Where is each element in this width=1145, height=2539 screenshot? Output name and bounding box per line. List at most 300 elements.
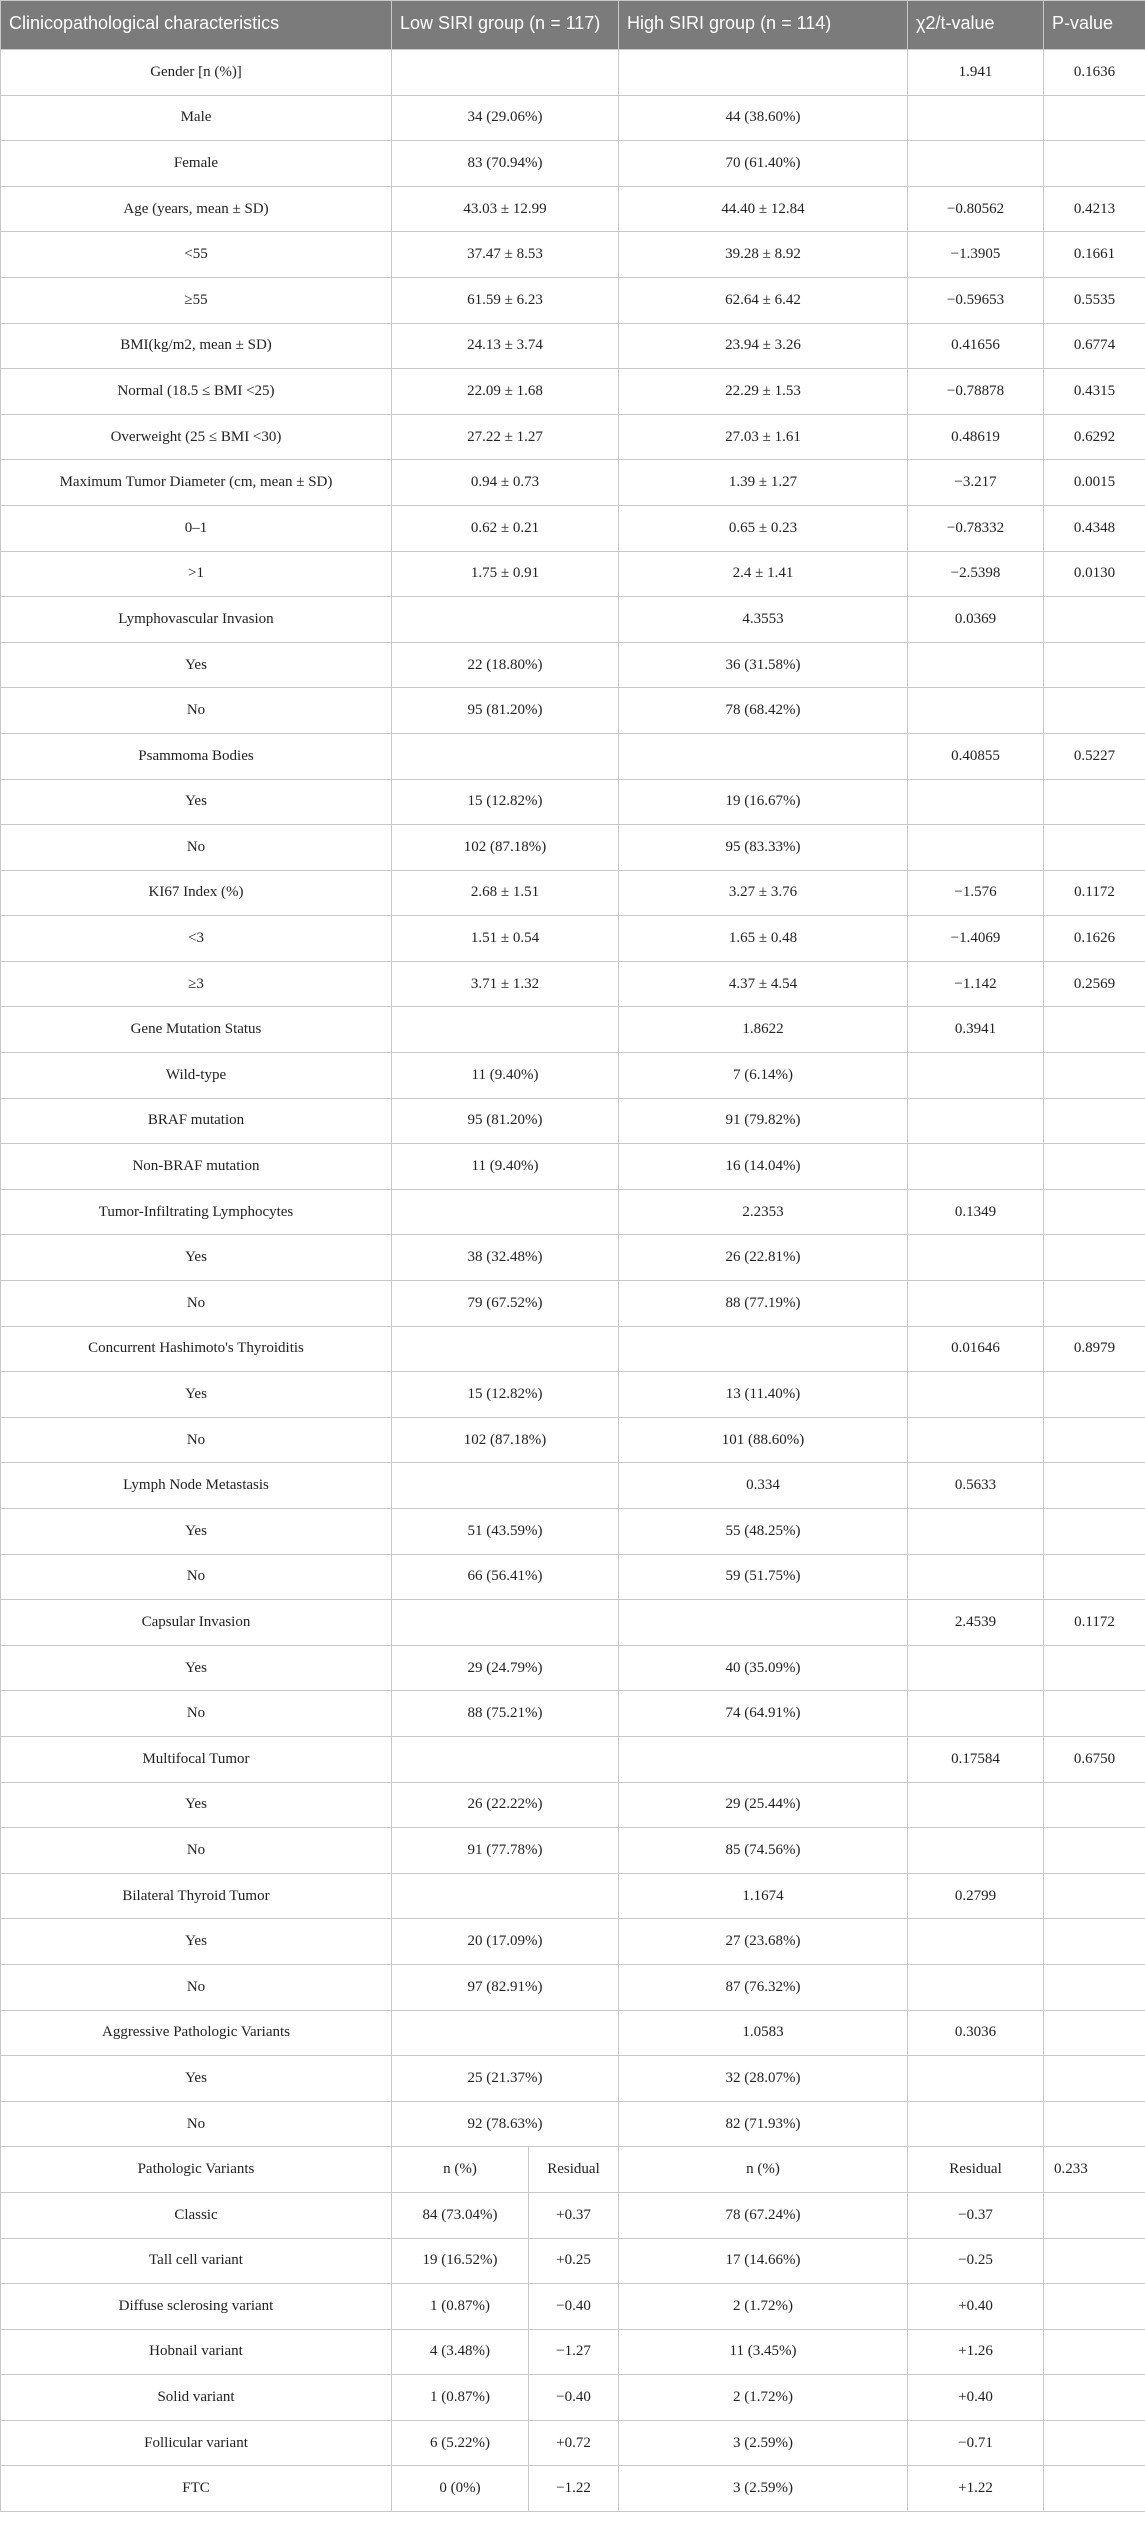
low-siri-cell: 1.75 ± 0.91 (392, 551, 619, 597)
statistic-cell: −3.217 (908, 460, 1044, 506)
p-value-cell: 0.1626 (1044, 916, 1145, 962)
high-siri-cell: 1.39 ± 1.27 (619, 460, 908, 506)
high-siri-residual-cell: +1.22 (908, 2466, 1044, 2512)
variant-cell: Follicular variant (1, 2420, 392, 2466)
table-row (1, 1144, 1145, 1190)
p-value-cell (1044, 1463, 1145, 1509)
p-value-cell (1044, 1007, 1145, 1053)
p-value-cell (1044, 1964, 1145, 2010)
characteristic-cell: Maximum Tumor Diameter (cm, mean ± SD) (1, 460, 392, 506)
low-siri-n-cell: n (%) (392, 2147, 529, 2193)
low-siri-cell: 27.22 ± 1.27 (392, 414, 619, 460)
characteristic-cell: Non-BRAF mutation (1, 1144, 392, 1190)
characteristic-cell: Aggressive Pathologic Variants (1, 2010, 392, 2056)
high-siri-cell: 1.65 ± 0.48 (619, 916, 908, 962)
variant-row (1, 2375, 1145, 2421)
high-siri-cell (619, 1600, 908, 1646)
variant-row (1, 2329, 1145, 2375)
low-siri-cell (392, 1189, 619, 1235)
high-siri-residual-cell: +0.40 (908, 2284, 1044, 2330)
table-row (1, 779, 1145, 825)
p-value-cell (1044, 1189, 1145, 1235)
statistic-cell (908, 1828, 1044, 1874)
table-row (1, 642, 1145, 688)
p-value-cell (1044, 642, 1145, 688)
high-siri-residual-cell: +1.26 (908, 2329, 1044, 2375)
characteristic-cell: >1 (1, 551, 392, 597)
table-row (1, 414, 1145, 460)
p-value-cell (1044, 2010, 1145, 2056)
p-value-cell (1044, 1098, 1145, 1144)
p-value-cell (1044, 1417, 1145, 1463)
high-siri-n-cell: 11 (3.45%) (619, 2329, 908, 2375)
table-row (1, 369, 1145, 415)
p-value-cell: 0.1172 (1044, 870, 1145, 916)
variant-row (1, 2238, 1145, 2284)
statistic-cell: 0.1349 (908, 1189, 1044, 1235)
characteristic-cell: Yes (1, 1919, 392, 1965)
high-siri-cell: 7 (6.14%) (619, 1053, 908, 1099)
statistic-cell (908, 1098, 1044, 1144)
variant-cell: Solid variant (1, 2375, 392, 2421)
low-siri-cell (392, 2010, 619, 2056)
p-value-cell: 0.6774 (1044, 323, 1145, 369)
table-row (1, 460, 1145, 506)
low-siri-cell: 92 (78.63%) (392, 2101, 619, 2147)
table-row (1, 2101, 1145, 2147)
header-characteristics: Clinicopathological characteristics (1, 1, 392, 50)
statistic-cell: −0.78332 (908, 505, 1044, 551)
low-siri-cell: 15 (12.82%) (392, 1372, 619, 1418)
characteristic-cell: 0–1 (1, 505, 392, 551)
p-value-cell: 0.6750 (1044, 1736, 1145, 1782)
variant-row (1, 2147, 1145, 2193)
p-value-cell (1044, 1281, 1145, 1327)
high-siri-cell: 27.03 ± 1.61 (619, 414, 908, 460)
high-siri-cell: 16 (14.04%) (619, 1144, 908, 1190)
high-siri-cell: 0.65 ± 0.23 (619, 505, 908, 551)
low-siri-cell: 11 (9.40%) (392, 1144, 619, 1190)
statistic-cell (908, 779, 1044, 825)
table-row (1, 961, 1145, 1007)
characteristic-cell: No (1, 825, 392, 871)
statistic-cell (908, 1053, 1044, 1099)
p-value-cell: 0.0015 (1044, 460, 1145, 506)
low-siri-cell: 0.94 ± 0.73 (392, 460, 619, 506)
characteristic-cell: BRAF mutation (1, 1098, 392, 1144)
variant-cell: Pathologic Variants (1, 2147, 392, 2193)
high-siri-n-cell: 3 (2.59%) (619, 2466, 908, 2512)
statistic-cell: 0.3941 (908, 1007, 1044, 1053)
p-value-cell (1044, 597, 1145, 643)
header-high-siri: High SIRI group (n = 114) (619, 1, 908, 50)
table-row (1, 277, 1145, 323)
high-siri-residual-cell: −0.71 (908, 2420, 1044, 2466)
variant-cell: FTC (1, 2466, 392, 2512)
p-value-cell: 0.233 (1044, 2147, 1145, 2193)
p-value-cell (1044, 1509, 1145, 1555)
p-value-cell (1044, 688, 1145, 734)
characteristic-cell: Bilateral Thyroid Tumor (1, 1873, 392, 1919)
characteristic-cell: Yes (1, 779, 392, 825)
statistic-cell (908, 1645, 1044, 1691)
low-siri-cell: 24.13 ± 3.74 (392, 323, 619, 369)
statistic-cell (908, 1782, 1044, 1828)
high-siri-residual-cell: +0.40 (908, 2375, 1044, 2421)
low-siri-residual-cell: −1.27 (529, 2329, 619, 2375)
low-siri-cell: 51 (43.59%) (392, 1509, 619, 1555)
characteristic-cell: ≥3 (1, 961, 392, 1007)
high-siri-cell: 22.29 ± 1.53 (619, 369, 908, 415)
table-row (1, 1645, 1145, 1691)
statistic-cell (908, 1372, 1044, 1418)
table-row (1, 2010, 1145, 2056)
table-row (1, 916, 1145, 962)
table-row (1, 597, 1145, 643)
low-siri-cell: 91 (77.78%) (392, 1828, 619, 1874)
statistic-cell: 0.48619 (908, 414, 1044, 460)
high-siri-cell: 87 (76.32%) (619, 1964, 908, 2010)
statistic-cell (908, 2101, 1044, 2147)
low-siri-cell: 2.68 ± 1.51 (392, 870, 619, 916)
p-value-cell (1044, 1919, 1145, 1965)
p-value-cell: 0.4348 (1044, 505, 1145, 551)
characteristic-cell: Overweight (25 ≤ BMI <30) (1, 414, 392, 460)
statistic-cell (908, 95, 1044, 141)
low-siri-n-cell: 0 (0%) (392, 2466, 529, 2512)
p-value-cell (1044, 2466, 1145, 2512)
p-value-cell (1044, 1782, 1145, 1828)
low-siri-cell: 25 (21.37%) (392, 2056, 619, 2102)
high-siri-cell: 19 (16.67%) (619, 779, 908, 825)
variant-cell: Hobnail variant (1, 2329, 392, 2375)
high-siri-cell: 29 (25.44%) (619, 1782, 908, 1828)
table-row (1, 1600, 1145, 1646)
high-siri-cell: 85 (74.56%) (619, 1828, 908, 1874)
statistic-cell: 0.2799 (908, 1873, 1044, 1919)
high-siri-cell: 44.40 ± 12.84 (619, 186, 908, 232)
low-siri-cell (392, 1600, 619, 1646)
high-siri-cell: 74 (64.91%) (619, 1691, 908, 1737)
high-siri-cell: 39.28 ± 8.92 (619, 232, 908, 278)
table-row (1, 1372, 1145, 1418)
high-siri-n-cell: n (%) (619, 2147, 908, 2193)
characteristic-cell: No (1, 1691, 392, 1737)
statistic-cell (908, 688, 1044, 734)
table-row (1, 1554, 1145, 1600)
table-row (1, 1964, 1145, 2010)
characteristic-cell: Yes (1, 1645, 392, 1691)
characteristic-cell: Yes (1, 1509, 392, 1555)
characteristic-cell: BMI(kg/m2, mean ± SD) (1, 323, 392, 369)
low-siri-n-cell: 84 (73.04%) (392, 2192, 529, 2238)
high-siri-n-cell: 2 (1.72%) (619, 2284, 908, 2330)
characteristic-cell: Male (1, 95, 392, 141)
table-row (1, 1326, 1145, 1372)
characteristic-cell: <55 (1, 232, 392, 278)
low-siri-n-cell: 19 (16.52%) (392, 2238, 529, 2284)
table-row (1, 1417, 1145, 1463)
characteristic-cell: Lymphovascular Invasion (1, 597, 392, 643)
characteristic-cell: Multifocal Tumor (1, 1736, 392, 1782)
high-siri-cell: 88 (77.19%) (619, 1281, 908, 1327)
table-row (1, 1189, 1145, 1235)
low-siri-cell: 37.47 ± 8.53 (392, 232, 619, 278)
header-p-value: P-value (1044, 1, 1145, 50)
low-siri-cell: 0.62 ± 0.21 (392, 505, 619, 551)
high-siri-cell: 82 (71.93%) (619, 2101, 908, 2147)
high-siri-cell: 1.8622 (619, 1007, 908, 1053)
p-value-cell: 0.5227 (1044, 733, 1145, 779)
low-siri-residual-cell: +0.25 (529, 2238, 619, 2284)
table-row (1, 232, 1145, 278)
characteristic-cell: Yes (1, 2056, 392, 2102)
low-siri-residual-cell: −0.40 (529, 2375, 619, 2421)
statistic-cell: −1.142 (908, 961, 1044, 1007)
statistic-cell: 0.0369 (908, 597, 1044, 643)
p-value-cell: 0.4213 (1044, 186, 1145, 232)
high-siri-cell: 0.334 (619, 1463, 908, 1509)
table-row (1, 1828, 1145, 1874)
low-siri-cell (392, 1873, 619, 1919)
low-siri-cell: 83 (70.94%) (392, 141, 619, 187)
high-siri-cell: 2.2353 (619, 1189, 908, 1235)
p-value-cell (1044, 2192, 1145, 2238)
characteristic-cell: <3 (1, 916, 392, 962)
statistic-cell (908, 1509, 1044, 1555)
high-siri-cell: 26 (22.81%) (619, 1235, 908, 1281)
variant-row (1, 2466, 1145, 2512)
p-value-cell (1044, 1372, 1145, 1418)
p-value-cell (1044, 1053, 1145, 1099)
low-siri-cell: 1.51 ± 0.54 (392, 916, 619, 962)
variant-cell: Diffuse sclerosing variant (1, 2284, 392, 2330)
low-siri-cell: 95 (81.20%) (392, 688, 619, 734)
variant-cell: Tall cell variant (1, 2238, 392, 2284)
statistic-cell (908, 2056, 1044, 2102)
characteristic-cell: No (1, 1554, 392, 1600)
variant-row (1, 2192, 1145, 2238)
high-siri-cell: 70 (61.40%) (619, 141, 908, 187)
low-siri-cell: 97 (82.91%) (392, 1964, 619, 2010)
characteristic-cell: Yes (1, 1372, 392, 1418)
low-siri-residual-cell: +0.37 (529, 2192, 619, 2238)
low-siri-cell: 11 (9.40%) (392, 1053, 619, 1099)
characteristic-cell: KI67 Index (%) (1, 870, 392, 916)
statistic-cell (908, 1919, 1044, 1965)
characteristic-cell: No (1, 1281, 392, 1327)
table-row (1, 1509, 1145, 1555)
low-siri-residual-cell: +0.72 (529, 2420, 619, 2466)
p-value-cell (1044, 2056, 1145, 2102)
table-row (1, 141, 1145, 187)
table-row (1, 688, 1145, 734)
p-value-cell (1044, 2101, 1145, 2147)
p-value-cell: 0.4315 (1044, 369, 1145, 415)
characteristic-cell: Yes (1, 1235, 392, 1281)
low-siri-cell: 15 (12.82%) (392, 779, 619, 825)
low-siri-n-cell: 1 (0.87%) (392, 2284, 529, 2330)
statistic-cell: −1.4069 (908, 916, 1044, 962)
statistic-cell (908, 1554, 1044, 1600)
characteristic-cell: Gene Mutation Status (1, 1007, 392, 1053)
p-value-cell (1044, 1691, 1145, 1737)
p-value-cell (1044, 2284, 1145, 2330)
statistic-cell (908, 1417, 1044, 1463)
low-siri-cell: 29 (24.79%) (392, 1645, 619, 1691)
table-row (1, 323, 1145, 369)
low-siri-cell: 102 (87.18%) (392, 1417, 619, 1463)
characteristic-cell: Female (1, 141, 392, 187)
table-row (1, 551, 1145, 597)
statistic-cell: 2.4539 (908, 1600, 1044, 1646)
characteristic-cell: Capsular Invasion (1, 1600, 392, 1646)
header-low-siri: Low SIRI group (n = 117) (392, 1, 619, 50)
statistic-cell (908, 1964, 1044, 2010)
low-siri-cell: 61.59 ± 6.23 (392, 277, 619, 323)
high-siri-n-cell: 78 (67.24%) (619, 2192, 908, 2238)
characteristic-cell: No (1, 1417, 392, 1463)
low-siri-residual-cell: Residual (529, 2147, 619, 2193)
table-row (1, 1007, 1145, 1053)
header-chi2-t: χ2/t-value (908, 1, 1044, 50)
characteristic-cell: Concurrent Hashimoto's Thyroiditis (1, 1326, 392, 1372)
table-row (1, 1281, 1145, 1327)
low-siri-cell (392, 1326, 619, 1372)
variant-cell: Classic (1, 2192, 392, 2238)
p-value-cell: 0.5535 (1044, 277, 1145, 323)
table-row (1, 1235, 1145, 1281)
p-value-cell (1044, 1235, 1145, 1281)
high-siri-cell: 3.27 ± 3.76 (619, 870, 908, 916)
statistic-cell: −2.5398 (908, 551, 1044, 597)
statistic-cell: 0.41656 (908, 323, 1044, 369)
low-siri-residual-cell: −0.40 (529, 2284, 619, 2330)
high-siri-cell: 62.64 ± 6.42 (619, 277, 908, 323)
low-siri-n-cell: 1 (0.87%) (392, 2375, 529, 2421)
characteristic-cell: No (1, 1964, 392, 2010)
p-value-cell: 0.1636 (1044, 50, 1145, 96)
low-siri-cell (392, 1736, 619, 1782)
statistic-cell: −0.78878 (908, 369, 1044, 415)
table-row (1, 1098, 1145, 1144)
table-row (1, 1873, 1145, 1919)
low-siri-cell: 34 (29.06%) (392, 95, 619, 141)
p-value-cell: 0.6292 (1044, 414, 1145, 460)
p-value-cell (1044, 1554, 1145, 1600)
low-siri-cell: 79 (67.52%) (392, 1281, 619, 1327)
low-siri-cell: 20 (17.09%) (392, 1919, 619, 1965)
low-siri-cell (392, 1007, 619, 1053)
table-row (1, 95, 1145, 141)
p-value-cell (1044, 1645, 1145, 1691)
statistic-cell (908, 1144, 1044, 1190)
high-siri-cell: 36 (31.58%) (619, 642, 908, 688)
low-siri-n-cell: 6 (5.22%) (392, 2420, 529, 2466)
variant-row (1, 2420, 1145, 2466)
p-value-cell (1044, 2238, 1145, 2284)
characteristic-cell: Age (years, mean ± SD) (1, 186, 392, 232)
low-siri-cell (392, 1463, 619, 1509)
table-row (1, 505, 1145, 551)
p-value-cell (1044, 1828, 1145, 1874)
table-row (1, 733, 1145, 779)
statistic-cell (908, 1235, 1044, 1281)
low-siri-cell: 95 (81.20%) (392, 1098, 619, 1144)
low-siri-cell (392, 597, 619, 643)
statistic-cell: 1.941 (908, 50, 1044, 96)
statistic-cell (908, 141, 1044, 187)
p-value-cell (1044, 2375, 1145, 2421)
high-siri-cell: 1.1674 (619, 1873, 908, 1919)
characteristic-cell: No (1, 2101, 392, 2147)
characteristic-cell: Lymph Node Metastasis (1, 1463, 392, 1509)
characteristic-cell: ≥55 (1, 277, 392, 323)
p-value-cell: 0.1661 (1044, 232, 1145, 278)
high-siri-cell: 59 (51.75%) (619, 1554, 908, 1600)
characteristic-cell: No (1, 1828, 392, 1874)
p-value-cell (1044, 825, 1145, 871)
variant-row (1, 2284, 1145, 2330)
low-siri-cell: 88 (75.21%) (392, 1691, 619, 1737)
high-siri-cell: 4.3553 (619, 597, 908, 643)
p-value-cell (1044, 2329, 1145, 2375)
low-siri-cell: 38 (32.48%) (392, 1235, 619, 1281)
table-row (1, 1463, 1145, 1509)
p-value-cell: 0.1172 (1044, 1600, 1145, 1646)
high-siri-cell: 44 (38.60%) (619, 95, 908, 141)
statistic-cell: −0.80562 (908, 186, 1044, 232)
low-siri-cell: 43.03 ± 12.99 (392, 186, 619, 232)
high-siri-cell: 4.37 ± 4.54 (619, 961, 908, 1007)
low-siri-cell: 102 (87.18%) (392, 825, 619, 871)
characteristic-cell: Gender [n (%)] (1, 50, 392, 96)
p-value-cell (1044, 95, 1145, 141)
low-siri-cell: 66 (56.41%) (392, 1554, 619, 1600)
high-siri-cell: 23.94 ± 3.26 (619, 323, 908, 369)
high-siri-cell: 95 (83.33%) (619, 825, 908, 871)
p-value-cell (1044, 1144, 1145, 1190)
high-siri-residual-cell: −0.37 (908, 2192, 1044, 2238)
high-siri-cell (619, 1736, 908, 1782)
low-siri-n-cell: 4 (3.48%) (392, 2329, 529, 2375)
p-value-cell (1044, 2420, 1145, 2466)
low-siri-cell (392, 50, 619, 96)
p-value-cell: 0.8979 (1044, 1326, 1145, 1372)
characteristic-cell: Yes (1, 1782, 392, 1828)
high-siri-cell: 101 (88.60%) (619, 1417, 908, 1463)
statistic-cell: 0.40855 (908, 733, 1044, 779)
characteristic-cell: No (1, 688, 392, 734)
high-siri-cell: 91 (79.82%) (619, 1098, 908, 1144)
p-value-cell (1044, 1873, 1145, 1919)
table-row (1, 1053, 1145, 1099)
statistic-cell: 0.17584 (908, 1736, 1044, 1782)
low-siri-cell (392, 733, 619, 779)
table-row (1, 1782, 1145, 1828)
high-siri-cell: 2.4 ± 1.41 (619, 551, 908, 597)
high-siri-cell: 13 (11.40%) (619, 1372, 908, 1418)
low-siri-cell: 26 (22.22%) (392, 1782, 619, 1828)
high-siri-n-cell: 17 (14.66%) (619, 2238, 908, 2284)
table-row (1, 825, 1145, 871)
statistic-cell: 0.5633 (908, 1463, 1044, 1509)
table-row (1, 1691, 1145, 1737)
high-siri-cell (619, 733, 908, 779)
table-row (1, 186, 1145, 232)
characteristic-cell: Normal (18.5 ≤ BMI <25) (1, 369, 392, 415)
table-row (1, 50, 1145, 96)
